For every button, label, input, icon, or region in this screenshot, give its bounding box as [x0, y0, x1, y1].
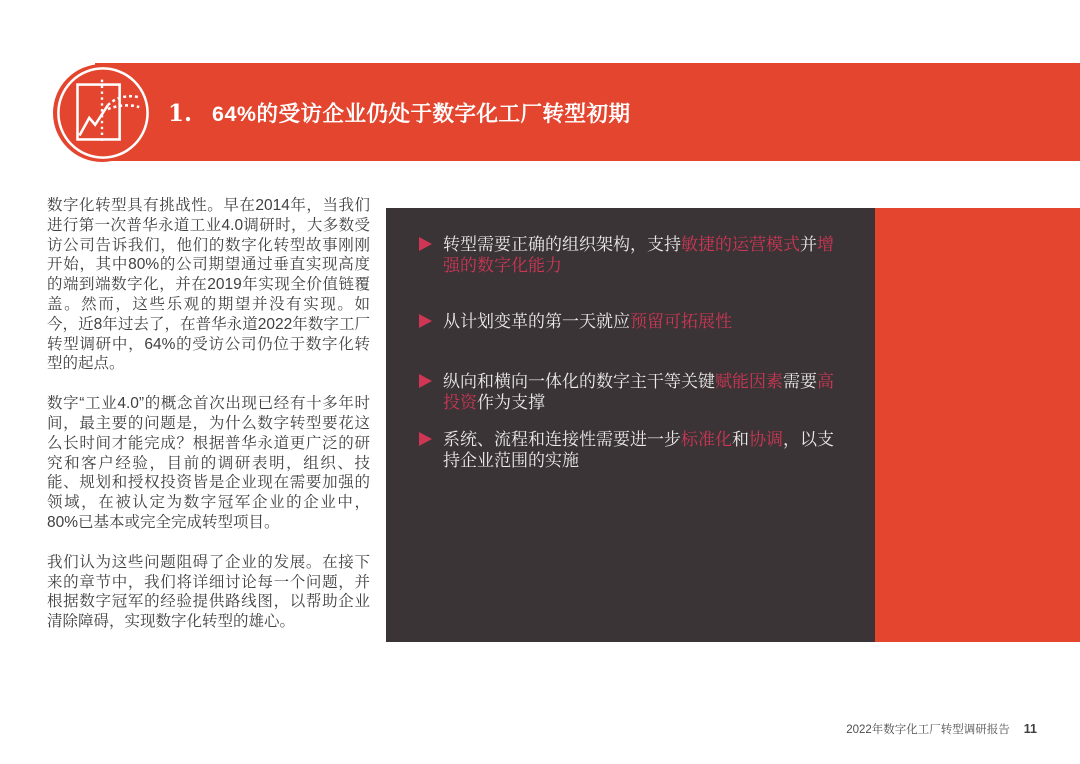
finding-text: 系统、流程和连接性需要进一步	[443, 430, 681, 449]
finding-text: 纵向和横向一体化的数字主干等关键	[443, 372, 715, 391]
body-paragraph: 我们认为这些问题阻碍了企业的发展。在接下来的章节中，我们将详细讨论每一个问题，并根据数字冠军的经验提供路线图，以帮助企业清除障碍，实现数字化转型的雄心。	[47, 553, 370, 631]
key-findings-panel	[386, 208, 875, 642]
key-finding-item	[419, 429, 835, 471]
body-paragraph: 数字化转型具有挑战性。早在2014年，当我们进行第一次普华永道工业4.0调研时，大多数受访公司告诉我们，他们的数字化转型故事刚刚开始，其中80%的公司期望通过垂直实现高度的端到端数字化，并在2019年实现全价值链覆盖。然而，这些乐观的期望并没有实现。如今，近8年过去了，在普华永道2022年数字工厂转型调研中，64%的受访公司仍位于数字化转型的起点。	[47, 197, 370, 373]
footer-page-number: 11	[1023, 722, 1037, 736]
body-text-column	[47, 196, 370, 652]
key-findings-list	[419, 234, 835, 471]
highlighted-phrase: 标准化	[681, 430, 732, 449]
highlighted-phrase: 增强的数字化能力	[443, 235, 834, 275]
red-accent-block	[875, 208, 1080, 642]
finding-text: 需要	[783, 372, 817, 391]
trend-chart-icon	[53, 64, 151, 162]
bullet-triangle-icon	[419, 314, 432, 328]
highlighted-phrase: 高投资	[443, 372, 834, 412]
bullet-triangle-icon	[419, 237, 432, 251]
highlighted-phrase: 赋能因素	[715, 372, 783, 391]
finding-text: 从计划变革的第一天就应	[443, 312, 630, 331]
section-title	[168, 97, 631, 128]
section-number: 1.	[168, 99, 193, 127]
highlighted-phrase: 协调	[749, 430, 783, 449]
key-finding-item	[419, 311, 835, 332]
section-header-band	[95, 63, 1080, 161]
finding-text: ，以支持企业范围的实施	[443, 430, 834, 470]
key-finding-item	[419, 371, 835, 413]
body-paragraph: 数字“工业4.0”的概念首次出现已经有十多年时间，最主要的问题是，为什么数字转型要花这么长时间才能完成？根据普华永道更广泛的研究和客户经验，目前的调研表明，组织、技能、规划和授权投资皆是企业现在需要加强的领域，在被认定为数字冠军企业的企业中，80%已基本或完全完成转型项目。	[47, 395, 370, 531]
footer-report-title: 2022年数字化工厂转型调研报告	[846, 724, 1010, 736]
key-finding-item	[419, 234, 835, 276]
finding-text: 转型需要正确的组织架构，支持	[443, 235, 681, 254]
section-title-text: 64%的受访企业仍处于数字化工厂转型初期	[212, 101, 631, 126]
highlighted-phrase: 敏捷的运营模式	[681, 235, 800, 254]
finding-text: 并	[800, 235, 817, 254]
bullet-triangle-icon	[419, 432, 432, 446]
finding-text: 作为支撑	[477, 393, 545, 412]
bullet-triangle-icon	[419, 374, 432, 388]
page-footer	[846, 721, 1037, 737]
highlighted-phrase: 预留可拓展性	[630, 312, 732, 331]
finding-text: 和	[732, 430, 749, 449]
